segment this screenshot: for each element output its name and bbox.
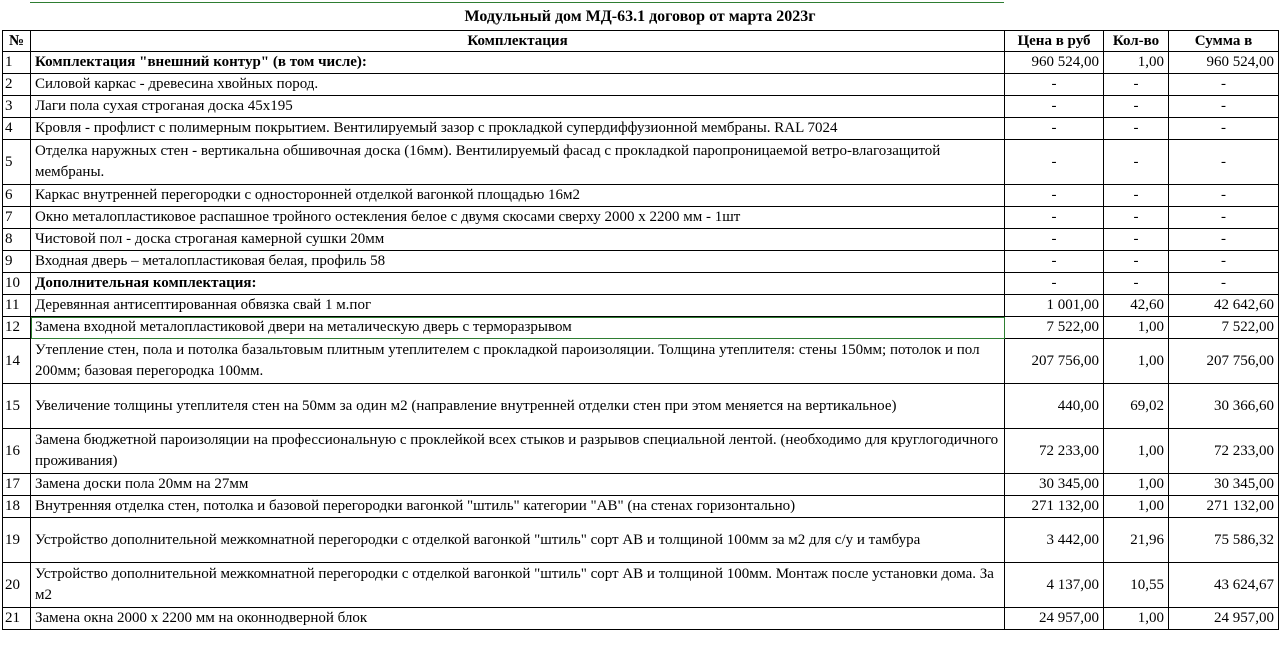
row-description[interactable]: Замена окна 2000 х 2200 мм на оконнодверной блок — [31, 608, 1005, 630]
row-price[interactable]: 271 132,00 — [1005, 496, 1104, 518]
header-qty[interactable]: Кол-во — [1104, 31, 1169, 52]
row-description[interactable]: Устройство дополнительной межкомнатной перегородки с отделкой вагонкой "штиль" сорт АВ и толщиной 100мм за м2 для с/у и тамбура — [31, 518, 1005, 563]
row-description[interactable]: Кровля - профлист с полимерным покрытием. Вентилируемый зазор с прокладкой супердиффузионной мембраны. RAL 7024 — [31, 118, 1005, 140]
row-price[interactable]: 7 522,00 — [1005, 317, 1104, 339]
row-qty[interactable]: 1,00 — [1104, 339, 1169, 384]
sheet-title: Модульный дом МД-63.1 договор от марта 2023г — [464, 8, 816, 25]
row-number[interactable]: 1 — [3, 52, 31, 74]
row-sum[interactable]: - — [1169, 74, 1279, 96]
row-number[interactable]: 18 — [3, 496, 31, 518]
row-description[interactable]: Увеличение толщины утеплителя стен на 50мм за один м2 (направление внутренней отделки стен при этом меняется на вертикальное) — [31, 384, 1005, 429]
row-price[interactable]: - — [1005, 96, 1104, 118]
row-sum[interactable]: 7 522,00 — [1169, 317, 1279, 339]
row-price[interactable]: 72 233,00 — [1005, 429, 1104, 474]
row-number[interactable]: 7 — [3, 207, 31, 229]
row-qty[interactable]: - — [1104, 229, 1169, 251]
row-qty[interactable]: 1,00 — [1104, 429, 1169, 474]
row-price[interactable]: 24 957,00 — [1005, 608, 1104, 630]
row-qty[interactable]: - — [1104, 185, 1169, 207]
row-sum[interactable]: 960 524,00 — [1169, 52, 1279, 74]
row-number[interactable]: 4 — [3, 118, 31, 140]
table-row — [3, 518, 1279, 563]
table-row — [3, 496, 1279, 518]
row-number[interactable]: 12 — [3, 317, 31, 339]
row-qty[interactable]: 1,00 — [1104, 52, 1169, 74]
table-row — [3, 608, 1279, 630]
row-sum[interactable]: 30 345,00 — [1169, 474, 1279, 496]
row-price[interactable]: - — [1005, 140, 1104, 185]
row-price[interactable]: 4 137,00 — [1005, 563, 1104, 608]
table-row — [3, 251, 1279, 273]
row-sum[interactable]: - — [1169, 118, 1279, 140]
row-qty[interactable]: 69,02 — [1104, 384, 1169, 429]
table-row — [3, 429, 1279, 474]
row-sum[interactable]: - — [1169, 273, 1279, 295]
table-row — [3, 96, 1279, 118]
row-description[interactable]: Внутренняя отделка стен, потолка и базовой перегородки вагонкой "штиль" категории "АВ" (на стенах горизонтально) — [31, 496, 1005, 518]
table-row — [3, 140, 1279, 185]
row-description[interactable]: Чистовой пол - доска строганая камерной сушки 20мм — [31, 229, 1005, 251]
row-price[interactable]: 440,00 — [1005, 384, 1104, 429]
row-sum[interactable]: 30 366,60 — [1169, 384, 1279, 429]
row-qty[interactable]: 42,60 — [1104, 295, 1169, 317]
row-price[interactable]: - — [1005, 229, 1104, 251]
row-sum[interactable]: 43 624,67 — [1169, 563, 1279, 608]
row-number[interactable]: 2 — [3, 74, 31, 96]
row-price[interactable]: - — [1005, 273, 1104, 295]
table-row — [3, 273, 1279, 295]
row-description[interactable]: Устройство дополнительной межкомнатной перегородки с отделкой вагонкой "штиль" сорт АВ и толщиной 100мм. Монтаж после установки дома. За м2 — [31, 563, 1005, 608]
row-price[interactable]: 1 001,00 — [1005, 295, 1104, 317]
row-sum[interactable]: - — [1169, 251, 1279, 273]
row-number[interactable]: 19 — [3, 518, 31, 563]
row-description[interactable]: Замена входной металопластиковой двери на металическую дверь с терморазрывом — [31, 317, 1005, 339]
row-qty[interactable]: - — [1104, 140, 1169, 185]
table-row — [3, 229, 1279, 251]
row-number[interactable]: 15 — [3, 384, 31, 429]
table-row — [3, 52, 1279, 74]
row-sum[interactable]: - — [1169, 96, 1279, 118]
row-description[interactable]: Отделка наружных стен - вертикальна обшивочная доска (16мм). Вентилируемый фасад с прокладкой паропроницаемой ветро-влагозащитой мембраны. — [31, 140, 1005, 185]
row-price[interactable]: 207 756,00 — [1005, 339, 1104, 384]
header-desc[interactable]: Комплектация — [31, 31, 1005, 52]
row-number[interactable]: 5 — [3, 140, 31, 185]
table-body — [3, 31, 1279, 630]
row-qty[interactable]: - — [1104, 207, 1169, 229]
table-row — [3, 207, 1279, 229]
row-number[interactable]: 9 — [3, 251, 31, 273]
row-price[interactable]: 960 524,00 — [1005, 52, 1104, 74]
table-row — [3, 317, 1279, 339]
row-price[interactable]: 30 345,00 — [1005, 474, 1104, 496]
table-row — [3, 339, 1279, 384]
table-row — [3, 563, 1279, 608]
row-qty[interactable]: 10,55 — [1104, 563, 1169, 608]
row-description[interactable]: Комплектация "внешний контур" (в том числе): — [31, 52, 1005, 74]
row-sum[interactable]: 24 957,00 — [1169, 608, 1279, 630]
row-sum[interactable]: 72 233,00 — [1169, 429, 1279, 474]
row-qty[interactable]: - — [1104, 118, 1169, 140]
row-number[interactable]: 10 — [3, 273, 31, 295]
header-sum[interactable]: Сумма в — [1169, 31, 1279, 52]
row-description[interactable]: Силовой каркас - древесина хвойных пород. — [31, 74, 1005, 96]
row-description[interactable]: Каркас внутренней перегородки с односторонней отделкой вагонкой площадью 16м2 — [31, 185, 1005, 207]
row-number[interactable]: 3 — [3, 96, 31, 118]
row-number[interactable]: 6 — [3, 185, 31, 207]
row-description[interactable]: Деревянная антисептированная обвязка свай 1 м.пог — [31, 295, 1005, 317]
row-price[interactable]: - — [1005, 251, 1104, 273]
row-qty[interactable]: 1,00 — [1104, 496, 1169, 518]
row-qty[interactable]: - — [1104, 74, 1169, 96]
row-price[interactable]: - — [1005, 185, 1104, 207]
row-sum[interactable]: - — [1169, 185, 1279, 207]
row-description[interactable]: Замена доски пола 20мм на 27мм — [31, 474, 1005, 496]
row-number[interactable]: 20 — [3, 563, 31, 608]
row-sum[interactable]: 207 756,00 — [1169, 339, 1279, 384]
row-qty[interactable]: - — [1104, 273, 1169, 295]
table-row — [3, 185, 1279, 207]
row-qty[interactable]: - — [1104, 251, 1169, 273]
row-qty[interactable]: 1,00 — [1104, 317, 1169, 339]
row-description[interactable]: Лаги пола сухая строганая доска 45х195 — [31, 96, 1005, 118]
row-number[interactable]: 16 — [3, 429, 31, 474]
selection-border — [30, 2, 1004, 3]
header-num[interactable]: № — [3, 31, 31, 52]
row-sum[interactable]: 42 642,60 — [1169, 295, 1279, 317]
row-qty[interactable]: - — [1104, 96, 1169, 118]
row-sum[interactable]: - — [1169, 207, 1279, 229]
row-price[interactable]: - — [1005, 207, 1104, 229]
row-price[interactable]: - — [1005, 118, 1104, 140]
row-number[interactable]: 21 — [3, 608, 31, 630]
row-description[interactable]: Дополнительная комплектация: — [31, 273, 1005, 295]
table-row — [3, 295, 1279, 317]
row-description[interactable]: Окно металопластиковое распашное тройного остекления белое с двумя скосами сверху 2000 х 2200 мм - 1шт — [31, 207, 1005, 229]
row-number[interactable]: 11 — [3, 295, 31, 317]
row-sum[interactable]: - — [1169, 140, 1279, 185]
price-table — [2, 30, 1279, 630]
table-row — [3, 384, 1279, 429]
header-row — [3, 31, 1279, 52]
table-row — [3, 118, 1279, 140]
row-qty[interactable]: 21,96 — [1104, 518, 1169, 563]
row-sum[interactable]: 271 132,00 — [1169, 496, 1279, 518]
row-qty[interactable]: 1,00 — [1104, 474, 1169, 496]
table-row — [3, 474, 1279, 496]
row-sum[interactable]: 75 586,32 — [1169, 518, 1279, 563]
row-number[interactable]: 8 — [3, 229, 31, 251]
row-number[interactable]: 14 — [3, 339, 31, 384]
row-sum[interactable]: - — [1169, 229, 1279, 251]
row-number[interactable]: 17 — [3, 474, 31, 496]
row-price[interactable]: 3 442,00 — [1005, 518, 1104, 563]
row-description[interactable]: Замена бюджетной пароизоляции на профессиональную с проклейкой всех стыков и разрывов специальной лентой. (необходимо для круглогодичного проживания) — [31, 429, 1005, 474]
row-description[interactable]: Входная дверь – металопластиковая белая, профиль 58 — [31, 251, 1005, 273]
row-price[interactable]: - — [1005, 74, 1104, 96]
row-qty[interactable]: 1,00 — [1104, 608, 1169, 630]
row-description[interactable]: Утепление стен, пола и потолка базальтовым плитным утеплителем с прокладкой пароизоляции. Толщина утеплителя: стены 150мм; потолок и пол 200мм; базовая перегородка 100мм. — [31, 339, 1005, 384]
header-price[interactable]: Цена в руб — [1005, 31, 1104, 52]
table-row — [3, 74, 1279, 96]
